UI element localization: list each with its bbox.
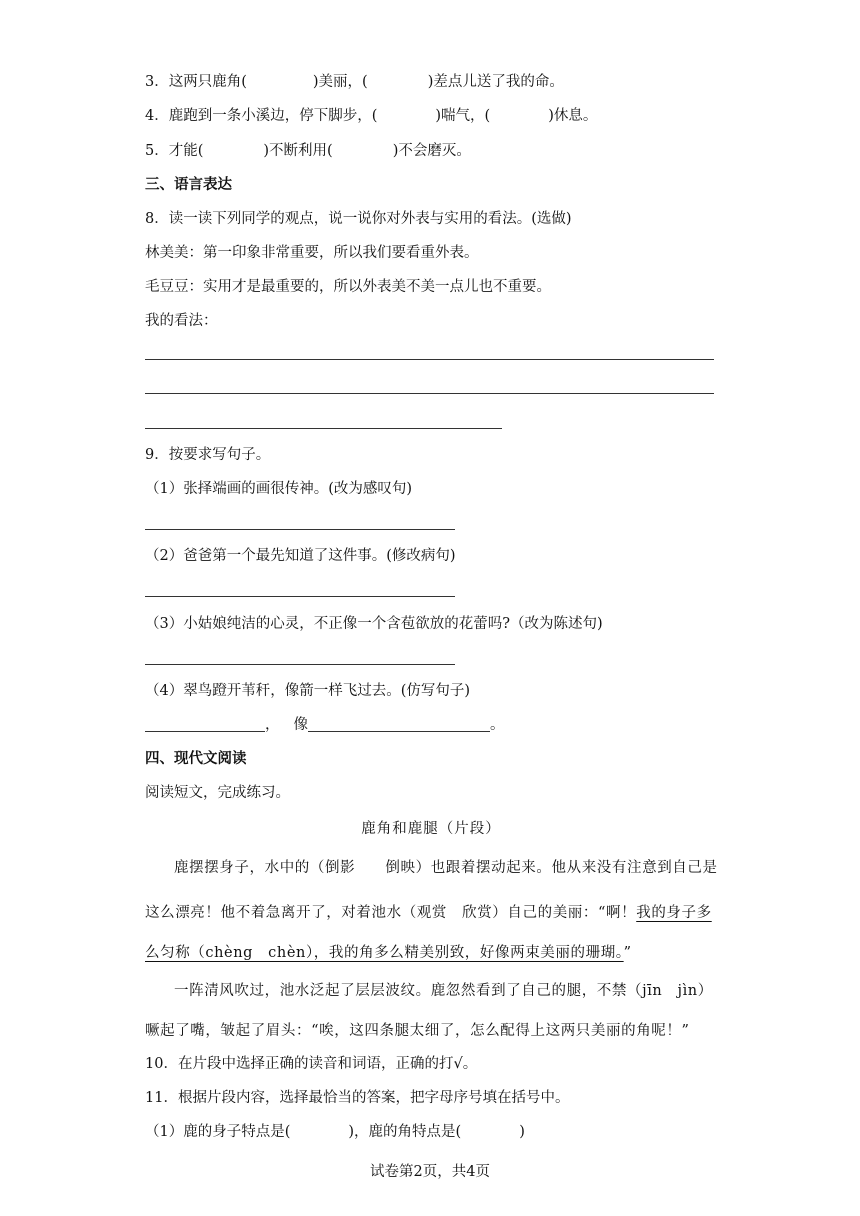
passage-title: 鹿角和鹿腿（片段） bbox=[361, 821, 501, 837]
page-footer: 试卷第2页，共4页 bbox=[370, 1164, 490, 1180]
question-9-4: （4）翠鸟蹬开苇秆，像箭一样飞过去。(仿写句子) bbox=[145, 683, 471, 699]
question-9-2: （2）爸爸第一个最先知道了这件事。(修改病句) bbox=[145, 548, 456, 564]
passage-line: 这么漂亮！他不着急离开了，对着池水（观赏 欣赏）自己的美丽：“啊！我的身子多 bbox=[145, 905, 712, 921]
passage-line: 噘起了嘴，皱起了眉头：“唉，这四条腿太细了，怎么配得上这两只美丽的角呢！” bbox=[145, 1023, 690, 1039]
question-9: 9．按要求写句子。 bbox=[145, 447, 271, 463]
passage-line: 么匀称（chèng chèn），我的角多么精美别致，好像两束美丽的珊瑚。” bbox=[145, 945, 632, 961]
imitation-sentence: ， 像 。 bbox=[145, 715, 505, 735]
answer-line[interactable] bbox=[145, 428, 502, 429]
question-11: 11．根据片段内容，选择最恰当的答案，把字母序号填在括号中。 bbox=[145, 1090, 570, 1106]
viewpoint-lin: 林美美：第一印象非常重要，所以我们要看重外表。 bbox=[145, 245, 479, 261]
question-10: 10．在片段中选择正确的读音和词语，正确的打√。 bbox=[145, 1056, 478, 1072]
question-11-1: （1）鹿的身子特点是( )，鹿的角特点是( ) bbox=[145, 1124, 525, 1140]
answer-blank[interactable] bbox=[308, 715, 490, 732]
question-9-1: （1）张择端画的画很传神。(改为感叹句) bbox=[145, 481, 413, 497]
passage-line: 鹿摆摆身子，水中的（倒影 倒映）也跟着摆动起来。他从来没有注意到自己是 bbox=[174, 860, 718, 876]
answer-line[interactable] bbox=[145, 664, 455, 665]
section-3-heading: 三、语言表达 bbox=[145, 177, 232, 193]
item-4: 4．鹿跑到一条小溪边，停下脚步，( )喘气，( )休息。 bbox=[145, 108, 598, 124]
reading-intro: 阅读短文，完成练习。 bbox=[145, 785, 290, 801]
passage-line: 一阵清风吹过，池水泛起了层层波纹。鹿忽然看到了自己的腿，不禁（jīn jìn） bbox=[174, 983, 713, 999]
answer-line[interactable] bbox=[145, 393, 714, 394]
answer-line[interactable] bbox=[145, 359, 714, 360]
question-9-3: （3）小姑娘纯洁的心灵，不正像一个含苞欲放的花蕾吗?（改为陈述句) bbox=[145, 616, 603, 632]
viewpoint-mao: 毛豆豆：实用才是最重要的，所以外表美不美一点儿也不重要。 bbox=[145, 279, 551, 295]
my-view-label: 我的看法： bbox=[145, 313, 218, 329]
item-3: 3．这两只鹿角( )美丽，( )差点儿送了我的命。 bbox=[145, 74, 564, 90]
question-8: 8．读一读下列同学的观点，说一说你对外表与实用的看法。(选做) bbox=[145, 211, 572, 227]
section-4-heading: 四、现代文阅读 bbox=[145, 751, 247, 767]
item-5: 5．才能( )不断利用( )不会磨灭。 bbox=[145, 143, 471, 159]
answer-line[interactable] bbox=[145, 529, 455, 530]
answer-blank[interactable] bbox=[145, 715, 265, 732]
answer-line[interactable] bbox=[145, 596, 455, 597]
